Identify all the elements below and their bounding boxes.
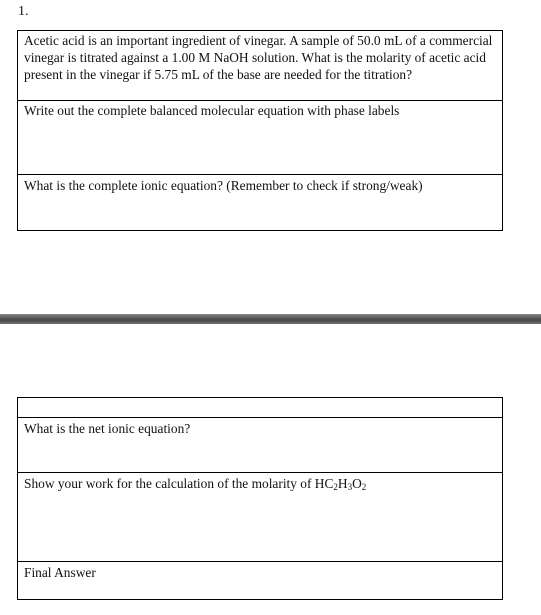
problem-row — [18, 31, 502, 101]
formula-sub-1: 2 — [333, 482, 338, 492]
work-prompt — [18, 473, 502, 492]
formula-o: O — [352, 476, 362, 491]
formula-h: H — [337, 476, 348, 491]
formula-sub-2: 3 — [347, 482, 353, 492]
complete-ionic-row[interactable] — [18, 175, 502, 230]
work-prompt-prefix: Show your work for the calculation of the molarity of HC — [24, 476, 334, 491]
final-answer-row[interactable] — [18, 562, 502, 599]
molecular-equation-prompt: Write out the complete balanced molecular equation with phase labels — [24, 103, 400, 118]
final-answer-label: Final Answer — [24, 565, 96, 580]
molecular-equation-row[interactable] — [18, 101, 502, 175]
net-ionic-prompt: What is the net ionic equation? — [24, 421, 191, 436]
question-table-top — [17, 30, 503, 231]
complete-ionic-prompt: What is the complete ionic equation? (Remember to check if strong/weak) — [24, 178, 423, 193]
work-row[interactable] — [18, 473, 502, 562]
question-table-bottom — [17, 397, 503, 600]
problem-text: Acetic acid is an important ingredient of vinegar. A sample of 50.0 mL of a commercial vinegar is titrated against a 1.00 M NaOH solution. What is the molarity of acetic acid present in the vinegar if 5.75 mL of the base are needed for the titration? — [24, 33, 493, 82]
net-ionic-row[interactable] — [18, 418, 502, 473]
blank-header-row — [18, 398, 502, 418]
page-break-divider — [0, 314, 541, 324]
formula-sub-3: 2 — [361, 482, 367, 492]
question-number: 1. — [18, 4, 29, 19]
